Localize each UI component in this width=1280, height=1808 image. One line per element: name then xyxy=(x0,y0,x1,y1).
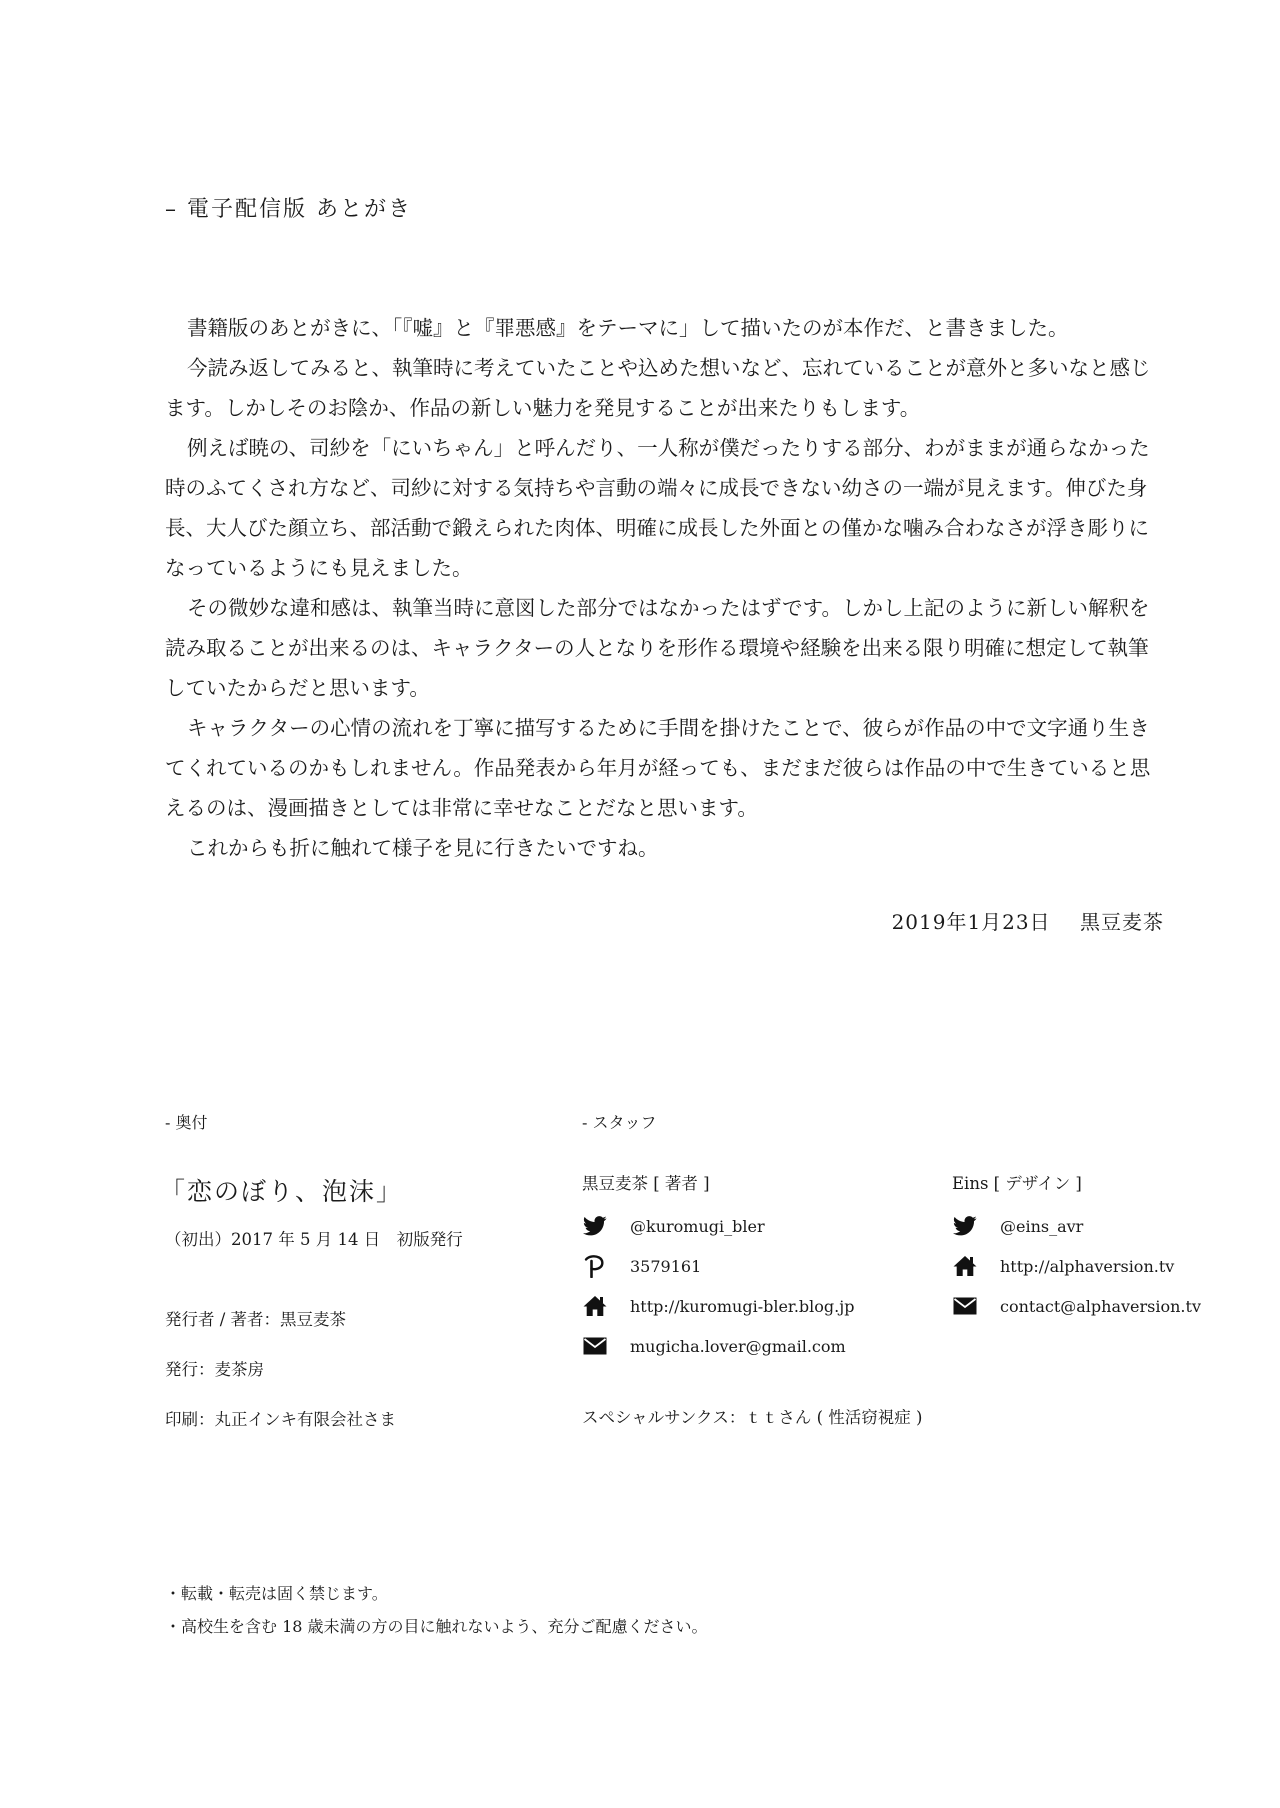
home-icon xyxy=(582,1295,608,1317)
paragraph: 書籍版のあとがきに、「『嘘』と『罪悪感』をテーマに」して描いたのが本作だ、と書きました。 xyxy=(187,316,1069,340)
special-thanks: スペシャルサンクス：ｔｔさん ( 性活窃視症 ) xyxy=(582,1408,923,1427)
author-pixiv-row xyxy=(582,1252,854,1280)
mail-icon xyxy=(582,1335,608,1357)
twitter-icon xyxy=(582,1215,608,1237)
designer-credit: Eins [ デザイン ] xyxy=(952,1174,1082,1193)
author-contacts xyxy=(582,1212,854,1360)
afterword-body xyxy=(165,308,1165,868)
home-icon xyxy=(952,1255,978,1277)
author-pixiv[interactable]: 3579161 xyxy=(630,1256,702,1276)
author-credit: 黒豆麦茶 [ 著者 ] xyxy=(582,1174,710,1193)
designer-email[interactable]: contact@alphaversion.tv xyxy=(1000,1296,1201,1316)
paragraph: その微妙な違和感は、執筆当時に意図した部分ではなかったはずです。しかし上記のように新しい解釈を読み取ることが出来るのは、キャラクターの人となりを形作る環境や経験を出来る限り明確に想定して執筆していたからだと思います。 xyxy=(165,596,1150,700)
author-website-row xyxy=(582,1292,854,1320)
designer-twitter[interactable]: @eins_avr xyxy=(1000,1216,1084,1236)
signature xyxy=(892,906,1164,935)
author-email-row xyxy=(582,1332,854,1360)
author-twitter-row xyxy=(582,1212,854,1240)
author-twitter[interactable]: @kuromugi_bler xyxy=(630,1216,765,1236)
publisher: 発行：麦茶房 xyxy=(165,1360,264,1379)
publisher-author: 発行者 / 著者：黒豆麦茶 xyxy=(165,1310,347,1329)
note-item: ・高校生を含む 18 歳未満の方の目に触れないよう、充分ご配慮ください。 xyxy=(165,1617,708,1636)
author-email[interactable]: mugicha.lover@gmail.com xyxy=(630,1336,846,1356)
printer: 印刷：丸正インキ有限会社さま xyxy=(165,1410,396,1429)
colophon-label: - 奥付 xyxy=(165,1113,208,1132)
paragraph: 今読み返してみると、執筆時に考えていたことや込めた想いなど、忘れていることが意外と多いなと感じます。しかしそのお陰か、作品の新しい魅力を発見することが出来たりもします。 xyxy=(165,356,1151,420)
mail-icon xyxy=(952,1295,978,1317)
designer-website-row xyxy=(952,1252,1201,1280)
twitter-icon xyxy=(952,1215,978,1237)
designer-contacts xyxy=(952,1212,1201,1320)
designer-email-row xyxy=(952,1292,1201,1320)
signature-author: 黒豆麦茶 xyxy=(1080,910,1164,934)
paragraph: キャラクターの心情の流れを丁寧に描写するために手間を掛けたことで、彼らが作品の中で文字通り生きてくれているのかもしれません。作品発表から年月が経っても、まだまだ彼らは作品の中で生きていると思えるのは、漫画描きとしては非常に幸せなことだなと思います。 xyxy=(165,716,1151,820)
book-title: 「恋のぼり、泡沫」 xyxy=(160,1177,404,1206)
staff-label: - スタッフ xyxy=(582,1113,657,1132)
pixiv-icon xyxy=(582,1255,608,1277)
note-item: ・転載・転売は固く禁じます。 xyxy=(165,1584,388,1603)
signature-date: 2019年1月23日 xyxy=(891,910,1051,934)
paragraph: これからも折に触れて様子を見に行きたいですね。 xyxy=(187,836,659,860)
designer-website[interactable]: http://alphaversion.tv xyxy=(1000,1256,1175,1276)
author-website[interactable]: http://kuromugi-bler.blog.jp xyxy=(630,1296,855,1316)
paragraph: 例えば暁の、司紗を「にいちゃん」と呼んだり、一人称が僕だったりする部分、わがままが通らなかった時のふてくされ方など、司紗に対する気持ちや言動の端々に成長できない幼さの一端が見えます。伸びた身長、大人びた顔立ち、部活動で鍛えられた肉体、明確に成長した外面との僅かな噛み合わなさが浮き彫りになっているようにも見えました。 xyxy=(165,436,1150,580)
designer-twitter-row xyxy=(952,1212,1201,1240)
page-heading: – 電子配信版 あとがき xyxy=(165,197,412,222)
notes xyxy=(165,1577,708,1643)
first-publication: （初出）2017 年 5 月 14 日 初版発行 xyxy=(165,1230,463,1249)
